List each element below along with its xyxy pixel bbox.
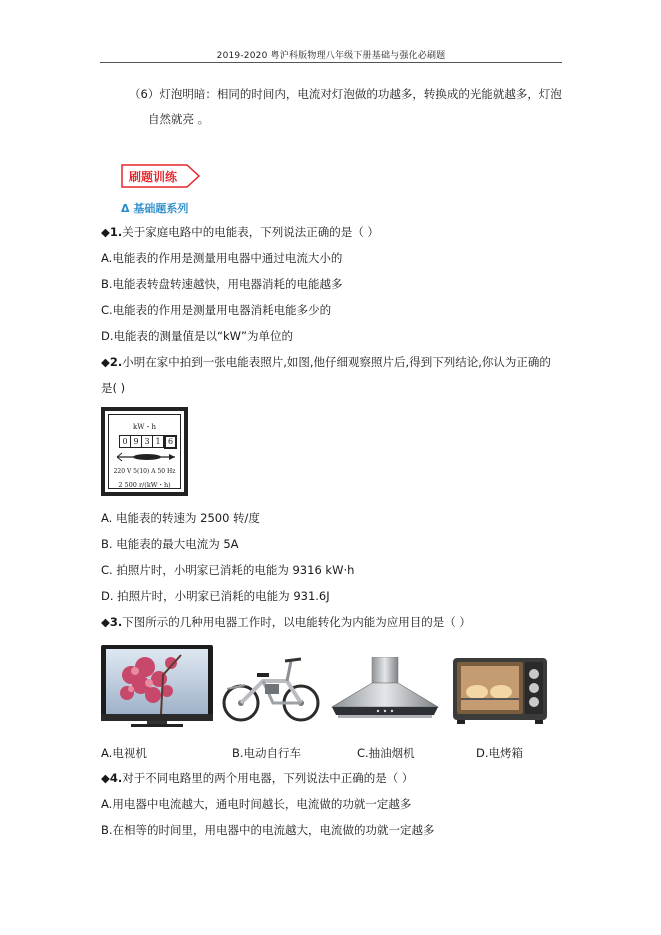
question-2-marker: ◆ bbox=[101, 355, 110, 369]
question-4-text: 对于不同电路里的两个用电器，下列说法中正确的是（ ） bbox=[122, 771, 414, 785]
question-2-option-d: D. 拍照片时，小明家已消耗的电能为 931.6J bbox=[101, 589, 330, 603]
section-title: Δ 基础题系列 bbox=[121, 202, 189, 215]
question-4-stem bbox=[101, 771, 413, 785]
question-1-stem bbox=[101, 225, 379, 239]
question-1-option-b: B.电能表转盘转速越快，用电器消耗的电能越多 bbox=[101, 277, 343, 291]
oven-image bbox=[453, 654, 549, 726]
electricity-meter-figure bbox=[101, 407, 188, 496]
question-4-option-b: B.在相等的时间里，用电器中的电流越大，电流做的功就一定越多 bbox=[101, 823, 435, 837]
meter-digit: 1 bbox=[152, 435, 164, 448]
meter-digit-decimal: 6 bbox=[164, 435, 177, 449]
question-4-number: 4. bbox=[109, 771, 123, 785]
question-1-number: 1. bbox=[109, 225, 123, 239]
question-2-number: 2. bbox=[109, 355, 123, 369]
ebike-image bbox=[221, 651, 321, 723]
badge-label: 刷题训练 bbox=[129, 170, 178, 184]
question-3-text: 下图所示的几种用电器工作时，以电能转化为内能为应用目的是（ ） bbox=[122, 615, 471, 629]
caption-b: B.电动自行车 bbox=[232, 746, 302, 760]
question-2-option-c: C. 拍照片时，小明家已消耗的电能为 9316 kW·h bbox=[101, 563, 355, 577]
caption-a: A.电视机 bbox=[101, 746, 147, 760]
header-rule bbox=[100, 62, 562, 63]
meter-digit: 3 bbox=[141, 435, 153, 448]
question-1-option-d: D.电能表的测量值是以“kW”为单位的 bbox=[101, 329, 293, 343]
page-header: 2019-2020 粤沪科版物理八年级下册基础与强化必刷题 bbox=[216, 51, 446, 61]
question-4-marker: ◆ bbox=[101, 771, 110, 785]
question-1-option-a: A.电能表的作用是测量用电器中通过电流大小的 bbox=[101, 251, 343, 265]
meter-disc-arrow-icon bbox=[115, 451, 180, 463]
question-3-marker: ◆ bbox=[101, 615, 110, 629]
meter-unit-label: kW・h bbox=[133, 423, 156, 431]
meter-digit-row bbox=[119, 435, 176, 449]
meter-rating-label: 220 V 5(10) A 50 Hz bbox=[113, 468, 176, 475]
intro-line-2: 自然就亮 。 bbox=[148, 112, 210, 126]
tv-image bbox=[101, 645, 213, 728]
question-2-text-2: 是( ) bbox=[101, 381, 126, 395]
range-hood-image bbox=[328, 657, 442, 725]
question-1-marker: ◆ bbox=[101, 225, 110, 239]
question-3-number: 3. bbox=[109, 615, 123, 629]
question-2-stem bbox=[101, 355, 551, 369]
question-4-option-a: A.用电器中电流越大，通电时间越长，电流做的功就一定越多 bbox=[101, 797, 412, 811]
meter-digit: 0 bbox=[119, 435, 131, 448]
meter-panel bbox=[108, 414, 181, 489]
question-2-option-a: A. 电能表的转速为 2500 转/度 bbox=[101, 511, 260, 525]
intro-line-1: （6）灯泡明暗：相同的时间内，电流对灯泡做的功越多，转换成的光能就越多，灯泡 bbox=[129, 87, 562, 101]
caption-c: C.抽油烟机 bbox=[357, 746, 415, 760]
question-2-text-1: 小明在家中拍到一张电能表照片,如图,他仔细观察照片后,得到下列结论,你认为正确的 bbox=[122, 355, 551, 369]
meter-digit: 9 bbox=[130, 435, 142, 448]
caption-d: D.电烤箱 bbox=[476, 746, 524, 760]
question-1-option-c: C.电能表的作用是测量用电器消耗电能多少的 bbox=[101, 303, 332, 317]
question-3-stem bbox=[101, 615, 471, 629]
question-1-text: 关于家庭电路中的电能表，下列说法正确的是（ ） bbox=[122, 225, 379, 239]
meter-constant-label: 2 500 r/(kW・h) bbox=[118, 481, 171, 489]
question-2-option-b: B. 电能表的最大电流为 5A bbox=[101, 537, 239, 551]
